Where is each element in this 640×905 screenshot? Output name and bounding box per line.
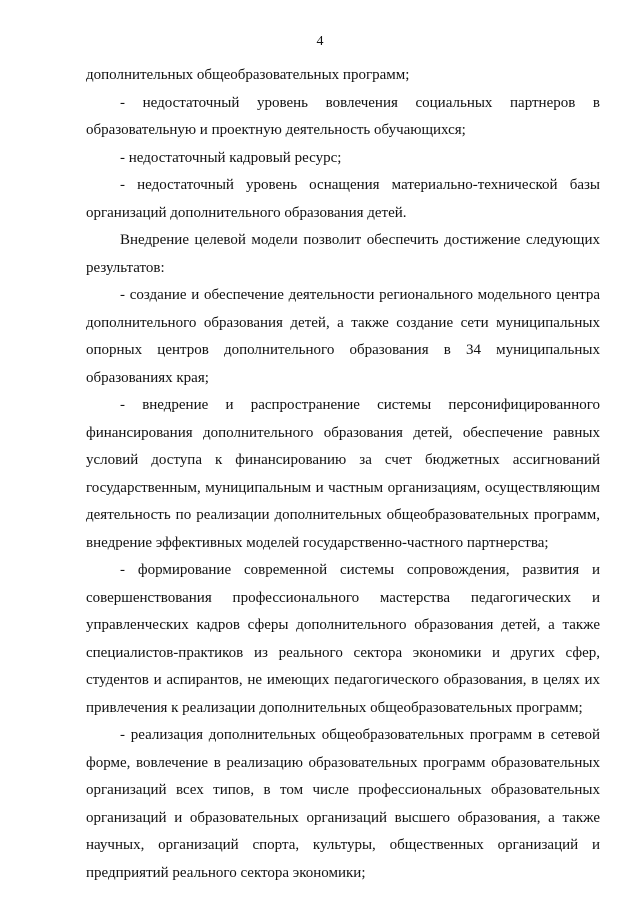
list-item-personified-financing: - внедрение и распространение системы персонифицированного финансирования дополнительного образования детей, обеспечение равных условий доступа к финансированию за счет бюджетных ассигнований государственным, муниципальным и частным организациям, осуществляющим деятельность по реализации дополнительных общеобразовательных программ, внедрение эффективных моделей государственно-частного партнерства; [86,397,600,551]
list-item-network-programs: - реализация дополнительных общеобразовательных программ в сетевой форме, вовлечение в реализацию образовательных программ образовательных организаций всех типов, в том числе профессиональных образовательных организаций и образовательных организаций высшего образования, а также научных, организаций спорта, культуры, общественных организаций и предприятий реального сектора экономики; [86,727,600,881]
list-item-model-center: - создание и обеспечение деятельности регионального модельного центра дополнительного образования детей, а также создание сети муниципальных опорных центров дополнительного образования в 34 муниципальных образованиях края; [86,287,600,386]
list-item-equipment: - недостаточный уровень оснащения материально-технической базы организаций дополнительного образования детей. [86,177,600,221]
list-item-staff-resource: - недостаточный кадровый ресурс; [120,149,342,166]
paragraph-target-model: Внедрение целевой модели позволит обеспечить достижение следующих результатов: [86,232,600,276]
list-item-staff-support-system: - формирование современной системы сопровождения, развития и совершенствования профессионального мастерства педагогических и управленческих кадров сферы дополнительного образования детей, а также специалистов-практиков из реального сектора экономики и других сфер, студентов и аспирантов, не имеющих педагогического образования, в целях их привлечения к реализации дополнительных общеобразовательных программ; [86,562,600,716]
page-number: 4 [316,34,324,49]
document-body [86,62,600,887]
list-item-social-partners: - недостаточный уровень вовлечения социальных партнеров в образовательную и проектную деятельность обучающихся; [86,94,600,138]
paragraph-continuation: дополнительных общеобразовательных программ; [86,67,410,83]
